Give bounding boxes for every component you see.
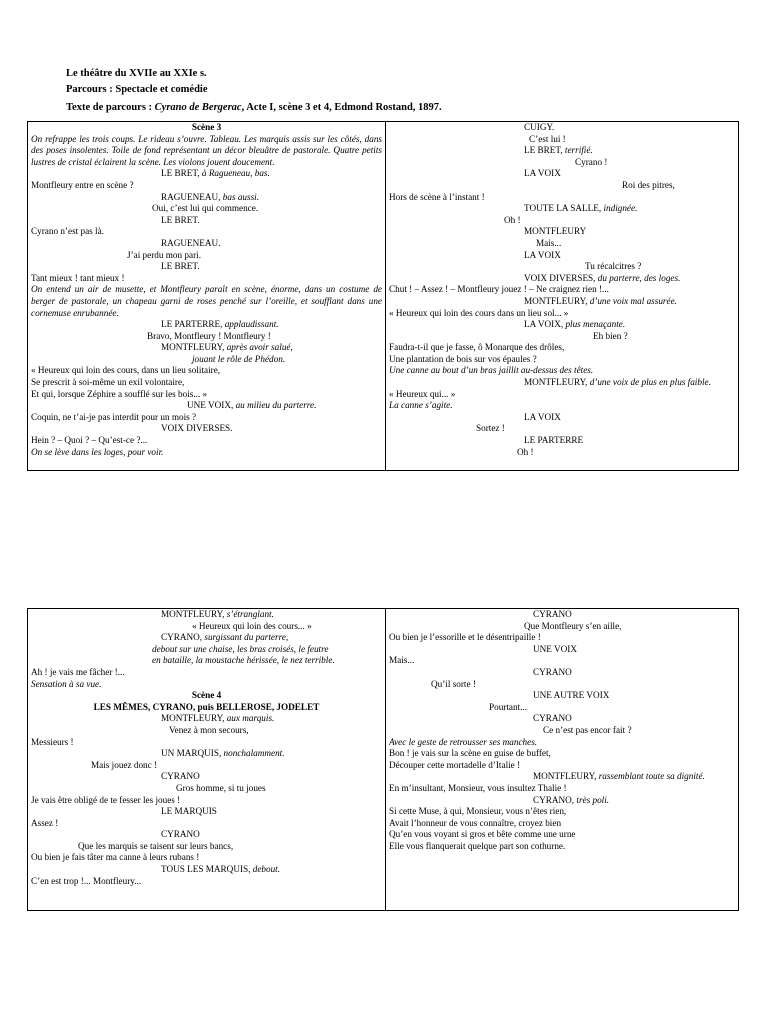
line-segment: Hors de scène à l’instant ! [389,191,485,202]
play-line [31,795,382,807]
play-line [389,203,735,215]
play-line [31,771,382,783]
play-line [389,400,735,412]
line-segment: LA VOIX [524,168,561,179]
line-segment: « Heureux qui... » [389,388,456,399]
line-segment: Une plantation de bois sur vos épaules ? [389,353,537,364]
line-segment: Tu récalcitres ? [585,261,642,272]
line-segment: RAGUENEAU, [161,191,223,202]
line-segment: CYRANO [533,713,572,724]
play-line [31,226,382,238]
line-segment: On se lève dans les loges, pour voir. [31,446,164,457]
line-segment: Avec le geste de retrousser ses manches. [389,736,538,747]
line-segment: CYRANO, [533,794,577,805]
line-segment: rassemblant toute sa dignité. [598,771,705,782]
play-line [389,795,735,807]
play-line [31,319,382,331]
line-segment: LE BRET. [161,214,200,225]
line-segment: La canne s’agite. [389,400,453,411]
line-segment: au milieu du parterre. [235,400,317,411]
play-line [389,319,735,331]
line-segment: C’est lui ! [529,133,566,144]
play-line [389,238,735,250]
line-segment: TOUS LES MARQUIS, [161,864,253,875]
line-segment: Eh bien ? [593,330,628,341]
line-segment: LE PARTERRE [524,435,584,446]
play-line [31,377,382,389]
play-line [389,644,735,656]
play-line [389,748,735,760]
play-line [31,273,382,285]
play-line [389,122,735,134]
play-line [389,157,735,169]
line-segment: « Heureux qui loin des cours... » [192,620,312,631]
line-segment: Ah ! je vais me fâcher !... [31,666,125,677]
play-line [31,783,382,795]
play-line [31,238,382,250]
line-segment: En m’insultant, Monsieur, vous insultez Thalie ! [389,782,567,793]
line-segment: bas aussi. [222,191,260,202]
text-reference [66,100,442,116]
line-segment: CYRANO [533,666,572,677]
play-line [389,284,735,296]
play-line [389,771,735,783]
play-line [31,180,382,192]
line-segment: s’étranglant. [226,609,274,619]
play-line [31,864,382,876]
play-line [389,134,735,146]
play-line [389,621,735,633]
play-line [389,308,735,320]
line-segment: MONTFLEURY, [161,713,227,724]
play-line [389,783,735,795]
line-segment: à Ragueneau, bas. [201,168,270,179]
line-segment: Sensation à sa vue. [31,678,102,689]
line-segment: Roi des pitres, [622,179,675,190]
line-segment: CYRANO [161,771,200,782]
line-segment: Venez à mon secours, [169,724,249,735]
play-line [389,725,735,737]
line-segment: Qu’en vous voyant si gros et bête comme une urne [389,829,576,840]
play-line [389,702,735,714]
play-line [31,447,382,459]
play-line [31,122,382,134]
text-reference-suffix: , Acte I, scène 3 et 4, Edmond Rostand, 1897. [241,102,442,113]
line-segment: Qu’il sorte ! [431,678,476,689]
line-segment: en bataille, la moustache hérissée, le nez terrible. [152,655,335,666]
play-line [389,690,735,702]
play-line [389,655,735,667]
line-segment: aux marquis. [226,713,275,724]
play-line [389,365,735,377]
play-line [31,632,382,644]
play-line [31,702,382,714]
line-segment: UNE AUTRE VOIX [533,690,610,701]
line-segment: debout. [252,864,281,875]
line-segment: Avait l’honneur de vous connaître, croyez bien [389,817,562,828]
play-line [389,192,735,204]
line-segment: Montfleury entre en scène ? [31,179,134,190]
text-reference-prefix: Texte de parcours : [66,102,155,113]
play-line [31,621,382,633]
line-segment: Que Montfleury s’en aille, [524,620,622,631]
play-line [31,261,382,273]
play-line [389,354,735,366]
line-segment: CYRANO [161,829,200,840]
line-segment: MONTFLEURY, [161,609,227,619]
course-title: Le théâtre du XVIIe au XXIe s. [66,68,207,79]
play-line [31,331,382,343]
play-line [389,713,735,725]
line-segment: plus menaçante. [565,319,626,330]
line-segment: MONTFLEURY, [533,771,599,782]
play-line [389,818,735,830]
play-line [389,331,735,343]
play-line [31,679,382,691]
play-line [31,354,382,366]
line-segment: Oh ! [504,214,521,225]
play-line [389,632,735,644]
play-line [31,841,382,853]
play-line [31,134,382,169]
line-segment: très poli. [576,794,610,805]
line-segment: Je vais être obligé de te fesser les joues ! [31,794,181,805]
line-segment: VOIX DIVERSES. [161,423,233,434]
play-line [31,667,382,679]
play-line [389,226,735,238]
line-segment: On refrappe les trois coups. Le rideau s’ouvre. Tableau. Les marquis assis sur les côtés, dans des poses insolentes. Toile de fond représentant un décor bleuâtre de pastorale. Quatre petits lustres de cristal éclairent la scène. Les violons jouent doucement. [31,133,382,167]
play-line [389,389,735,401]
play-line [31,829,382,841]
play-line [31,876,382,888]
line-segment: applaudissant. [224,319,279,330]
play-title: Cyrano de Bergerac [154,102,242,113]
play-line [389,679,735,691]
line-segment: après avoir salué, [226,342,293,353]
scene-3-left-column [28,122,386,471]
line-segment: MONTFLEURY, [524,295,590,306]
play-line [31,342,382,354]
line-segment: surgissant du parterre, [204,632,289,643]
play-line [31,203,382,215]
play-line [389,667,735,679]
line-segment: MONTFLEURY, [524,377,590,388]
line-segment: Découper cette mortadelle d’Italie ! [389,759,521,770]
line-segment: Sortez ! [476,423,505,434]
line-segment: Cyrano n’est pas là. [31,226,104,237]
play-line [31,760,382,772]
play-line [389,296,735,308]
play-line [389,215,735,227]
line-segment: UNE VOIX, [187,400,236,411]
play-line [31,609,382,621]
play-line [389,342,735,354]
line-segment: Mais... [536,237,562,248]
line-segment: terrifié. [564,145,593,156]
scene-3-table [27,121,739,471]
line-segment: d’une voix mal assurée. [589,295,677,306]
play-line [31,644,382,656]
line-segment: Chut ! – Assez ! – Montfleury jouez ! – Ne craignez rien !... [389,284,609,295]
play-line [389,737,735,749]
line-segment: LE PARTERRE, [161,319,225,330]
line-segment: LA VOIX [524,411,561,422]
line-segment: Si cette Muse, à qui, Monsieur, vous n’êtes rien, [389,806,567,817]
line-segment: Bon ! je vais sur la scène en guise de buffet, [389,748,551,759]
scene-4-table [27,608,739,911]
line-segment: CYRANO [533,609,572,619]
line-segment: Oui, c’est lui qui commence. [152,203,259,214]
line-segment: d’une voix de plus en plus faible. [589,377,711,388]
line-segment: Pourtant... [489,701,528,712]
line-segment: MONTFLEURY, [161,342,227,353]
play-line [31,215,382,227]
line-segment: LES MÊMES, CYRANO, puis BELLEROSE, JODELET [93,701,320,712]
line-segment: On entend un air de musette, et Montfleury paraît en scène, énorme, dans un costume de berger de pastorale, un chapeau garni de roses penché sur l’oreille, et soufflant dans une cornemuse enrubannée. [31,284,382,318]
scene-4-right-column [386,609,739,911]
play-line [389,145,735,157]
line-segment: du parterre, des loges. [597,272,681,283]
play-line [31,713,382,725]
line-segment: Hein ? – Quoi ? – Qu’est-ce ?... [31,435,148,446]
play-line [389,168,735,180]
scene-3-right-column [386,122,739,471]
line-segment: LE MARQUIS [161,806,217,817]
play-line [31,365,382,377]
scene-4-left-column [28,609,386,911]
play-line [31,806,382,818]
line-segment: Bravo, Montfleury ! Montfleury ! [147,330,271,341]
line-segment: « Heureux qui loin des cours, dans un lieu solitaire, [31,365,221,376]
line-segment: Mais... [389,655,415,666]
play-line [31,412,382,424]
line-segment: Elle vous flanquerait quelque part son cothurne. [389,840,566,851]
play-line [31,655,382,667]
play-line [31,192,382,204]
play-line [31,852,382,864]
line-segment: Oh ! [517,446,534,457]
line-segment: indignée. [603,203,638,214]
play-line [389,609,735,621]
play-line [31,818,382,830]
line-segment: LE BRET. [161,261,200,272]
line-segment: Faudra-t-il que je fasse, ô Monarque des drôles, [389,342,565,353]
line-segment: Cyrano ! [575,156,608,167]
line-segment: Ce n’est pas encor fait ? [543,724,632,735]
line-segment: C’en est trop !... Montfleury... [31,875,142,886]
play-line [389,423,735,435]
play-line [389,829,735,841]
line-segment: LA VOIX [524,249,561,260]
play-line [389,412,735,424]
play-line [389,377,735,389]
line-segment: nonchalamment. [223,748,285,759]
line-segment: UN MARQUIS, [161,748,224,759]
line-segment: Gros homme, si tu joues [176,782,266,793]
play-line [31,725,382,737]
line-segment: RAGUENEAU. [161,237,221,248]
line-segment: debout sur une chaise, les bras croisés, le feutre [152,643,329,654]
play-line [389,435,735,447]
document-header [66,66,442,116]
line-segment: Scène 3 [191,122,222,132]
play-line [389,261,735,273]
line-segment: Et qui, lorsque Zéphire a soufflé sur les bois... » [31,388,208,399]
line-segment: TOUTE LA SALLE, [524,203,604,214]
play-line [31,423,382,435]
play-line [389,180,735,192]
play-line [31,748,382,760]
line-segment: Mais jouez donc ! [91,759,158,770]
course-subtitle: Parcours : Spectacle et comédie [66,84,208,95]
line-segment: Une canne au bout d’un bras jaillit au-dessus des têtes. [389,365,594,376]
play-line [31,168,382,180]
play-line [31,435,382,447]
line-segment: Ou bien je l’essorille et le désentripaille ! [389,632,541,643]
line-segment: Que les marquis se taisent sur leurs bancs, [78,840,234,851]
play-line [389,447,735,459]
play-line [31,400,382,412]
line-segment: MONTFLEURY [524,226,587,237]
line-segment: VOIX DIVERSES, [524,272,598,283]
play-line [389,760,735,772]
play-line [31,737,382,749]
line-segment: LA VOIX, [524,319,566,330]
line-segment: « Heureux qui loin des cours dans un lieu sol... » [389,307,569,318]
line-segment: Coquin, ne t’ai-je pas interdit pour un mois ? [31,411,197,422]
play-line [389,273,735,285]
line-segment: J’ai perdu mon pari. [127,249,201,260]
line-segment: UNE VOIX [533,643,577,654]
line-segment: Scène 4 [191,690,222,701]
play-line [31,250,382,262]
line-segment: jouant le rôle de Phédon. [192,353,286,364]
line-segment: Messieurs ! [31,736,74,747]
line-segment: Ou bien je fais tâter ma canne à leurs rubans ! [31,852,200,863]
play-line [31,389,382,401]
line-segment: Assez ! [31,817,59,828]
play-line [31,690,382,702]
play-line [389,841,735,853]
line-segment: CYRANO, [161,632,205,643]
line-segment: Tant mieux ! tant mieux ! [31,272,125,283]
line-segment: CUIGY. [524,122,555,132]
line-segment: LE BRET, [161,168,202,179]
play-line [31,284,382,319]
line-segment: Se prescrit à soi-même un exil volontaire, [31,377,185,388]
play-line [389,250,735,262]
line-segment: LE BRET, [524,145,565,156]
play-line [389,806,735,818]
